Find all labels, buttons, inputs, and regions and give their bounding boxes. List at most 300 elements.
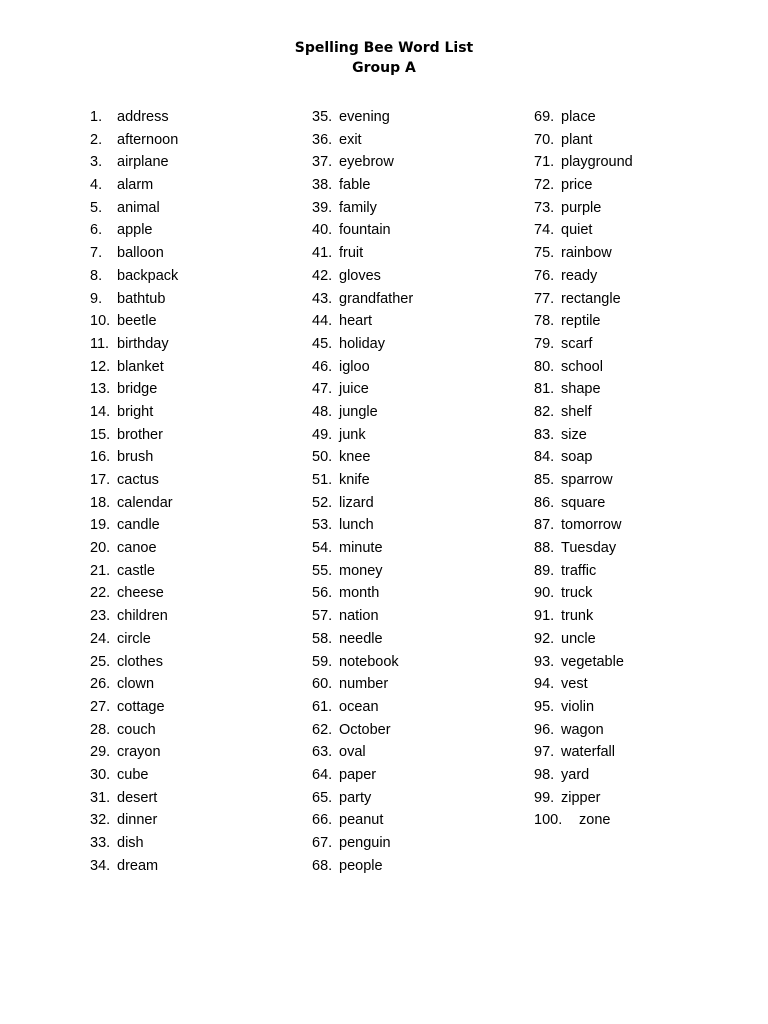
word-list-item (312, 151, 413, 174)
word-text: people (339, 857, 383, 874)
word-list-item (90, 174, 178, 197)
word-number: 65. (312, 789, 333, 806)
word-list-item (534, 673, 633, 696)
word-number: 66. (312, 812, 333, 829)
word-text: bathtub (117, 290, 166, 307)
word-list-column-3 (534, 106, 633, 832)
word-list-item (90, 106, 178, 129)
word-text: lunch (339, 517, 374, 534)
word-text: dream (117, 857, 159, 874)
word-text: tomorrow (561, 517, 622, 534)
word-text: alarm (117, 177, 154, 194)
word-list-item (312, 832, 413, 855)
word-number: 19. (90, 517, 111, 534)
word-number: 70. (534, 131, 555, 148)
word-text: oval (339, 744, 366, 761)
word-list-item (534, 764, 633, 787)
word-list-item (534, 582, 633, 605)
word-number: 50. (312, 449, 333, 466)
word-list-item (312, 514, 413, 537)
word-text: candle (117, 517, 160, 534)
word-list-item (312, 582, 413, 605)
word-text: cactus (117, 472, 159, 488)
word-list-item (90, 469, 178, 492)
word-text: brother (117, 426, 163, 443)
word-text: quiet (561, 222, 593, 239)
word-number: 79. (534, 335, 555, 352)
word-list-item (534, 560, 633, 583)
word-list-item (534, 310, 633, 333)
word-text: waterfall (561, 744, 615, 761)
word-text: yard (561, 766, 590, 783)
word-number: 11. (90, 335, 110, 352)
word-number: 74. (534, 222, 555, 239)
word-text: birthday (117, 335, 169, 352)
word-list-item (90, 764, 178, 787)
word-text: money (339, 562, 383, 579)
word-list-item (90, 514, 178, 537)
word-text: school (561, 358, 603, 375)
word-number: 43. (312, 290, 333, 307)
word-list-item (534, 809, 633, 832)
word-number: 46. (312, 358, 333, 375)
word-list-item (312, 310, 413, 333)
word-number: 83. (534, 426, 555, 443)
word-text: square (561, 494, 606, 511)
word-number: 32. (90, 812, 111, 829)
word-list-item (312, 378, 413, 401)
word-number: 56. (312, 585, 333, 602)
word-number: 31. (90, 789, 111, 806)
word-text: needle (339, 630, 383, 647)
word-list-item (90, 832, 178, 855)
word-list-item (90, 537, 178, 560)
word-number: 45. (312, 335, 333, 352)
word-number: 33. (90, 835, 111, 851)
word-number: 89. (534, 562, 555, 579)
word-number: 3. (90, 154, 103, 171)
word-number: 92. (534, 630, 555, 647)
word-number: 86. (534, 494, 555, 511)
word-number: 97. (534, 744, 555, 761)
word-text: eyebrow (339, 154, 394, 171)
word-list-item (534, 219, 633, 242)
word-list-item (312, 719, 413, 742)
word-list-item (312, 673, 413, 696)
word-list-item (534, 514, 633, 537)
word-text: paper (339, 766, 377, 783)
word-list-item (90, 310, 178, 333)
word-text: fruit (339, 245, 364, 262)
word-number: 58. (312, 630, 333, 647)
word-list-item (312, 469, 413, 492)
word-list-item (90, 242, 178, 265)
word-list-item (534, 106, 633, 129)
word-number: 96. (534, 721, 555, 738)
word-text: evening (339, 109, 390, 125)
word-list-item (534, 605, 633, 628)
word-number: 75. (534, 245, 555, 262)
word-number: 72. (534, 177, 555, 194)
word-text: lizard (339, 494, 374, 511)
word-number: 88. (534, 540, 555, 557)
word-list-item (90, 696, 178, 719)
word-text: holiday (339, 335, 385, 352)
word-number: 9. (90, 290, 103, 307)
word-text: castle (117, 562, 155, 579)
word-list-item (312, 219, 413, 242)
word-number: 21. (90, 562, 111, 579)
word-text: shelf (561, 403, 592, 420)
word-text: junk (339, 426, 366, 443)
word-number: 54. (312, 540, 333, 557)
word-text: cheese (117, 585, 164, 602)
word-number: 73. (534, 199, 555, 216)
page-title: Spelling Bee Word List (294, 40, 474, 56)
word-text: children (117, 608, 168, 625)
word-list-item (90, 809, 178, 832)
word-number: 5. (90, 199, 103, 216)
word-list-item (90, 265, 178, 288)
word-text: beetle (117, 313, 157, 330)
word-text: bright (117, 403, 154, 420)
word-list-item (312, 242, 413, 265)
word-list-item (90, 401, 178, 424)
word-number: 28. (90, 721, 111, 738)
word-text: soap (561, 449, 593, 466)
word-text: sparrow (561, 472, 613, 488)
word-text: October (339, 721, 391, 738)
word-list-item (312, 560, 413, 583)
word-number: 8. (90, 267, 103, 284)
word-list-item (534, 446, 633, 469)
word-number: 38. (312, 177, 333, 194)
word-list-item (534, 288, 633, 311)
word-list-item (90, 129, 178, 152)
word-list-item (312, 106, 413, 129)
word-list-item (312, 356, 413, 379)
word-number: 2. (90, 131, 103, 148)
word-text: wagon (561, 721, 604, 738)
word-number: 41. (312, 245, 333, 262)
word-text: rainbow (561, 245, 612, 262)
word-text: backpack (117, 267, 179, 284)
word-number: 77. (534, 290, 555, 307)
word-text: jungle (339, 403, 378, 420)
word-text: cottage (117, 698, 165, 715)
word-list-item (534, 151, 633, 174)
word-text: dish (117, 835, 144, 851)
word-list-item (534, 333, 633, 356)
word-list-item (534, 242, 633, 265)
word-list-item (534, 696, 633, 719)
word-list-item (90, 651, 178, 674)
word-text: desert (117, 789, 158, 806)
word-number: 4. (90, 177, 103, 194)
word-number: 59. (312, 653, 333, 670)
word-number: 7. (90, 245, 103, 262)
word-list-item (312, 764, 413, 787)
word-list-item (312, 651, 413, 674)
word-number: 30. (90, 766, 111, 783)
word-number: 93. (534, 653, 555, 670)
word-list-item (90, 560, 178, 583)
word-list-item (90, 378, 178, 401)
word-text: trunk (561, 608, 594, 625)
word-number: 24. (90, 630, 111, 647)
word-number: 80. (534, 358, 555, 375)
word-number: 10. (90, 313, 111, 330)
word-number: 57. (312, 608, 333, 625)
word-number: 47. (312, 381, 333, 398)
word-list-item (90, 741, 178, 764)
page-subtitle: Group A (352, 60, 416, 76)
word-list-item (90, 356, 178, 379)
word-list-item (312, 628, 413, 651)
word-text: dinner (117, 812, 158, 829)
word-number: 22. (90, 585, 111, 602)
word-number: 94. (534, 676, 555, 693)
word-text: penguin (339, 835, 391, 851)
word-text: grandfather (339, 290, 414, 307)
word-list-item (312, 787, 413, 810)
word-list-item (312, 333, 413, 356)
word-number: 1. (90, 109, 103, 125)
word-list-column-2 (312, 106, 413, 877)
word-number: 76. (534, 267, 555, 284)
word-list-item (534, 741, 633, 764)
word-list-item (534, 197, 633, 220)
word-list-item (534, 265, 633, 288)
word-text: brush (117, 449, 154, 466)
word-text: zone (579, 812, 611, 829)
word-text: gloves (339, 267, 381, 284)
word-number: 99. (534, 789, 555, 806)
word-number: 63. (312, 744, 333, 761)
word-text: vegetable (561, 653, 624, 670)
word-number: 27. (90, 698, 111, 715)
word-number: 91. (534, 608, 555, 625)
word-text: afternoon (117, 131, 179, 148)
word-number: 20. (90, 540, 111, 557)
word-text: party (339, 789, 372, 806)
word-text: address (117, 109, 169, 125)
word-text: crayon (117, 744, 161, 761)
word-text: clothes (117, 653, 163, 670)
word-text: family (339, 199, 377, 216)
word-list-item (534, 174, 633, 197)
word-list-item (90, 492, 178, 515)
word-number: 23. (90, 608, 111, 625)
word-list-item (90, 424, 178, 447)
word-text: clown (117, 676, 155, 693)
word-list-item (312, 855, 413, 878)
word-number: 64. (312, 766, 333, 783)
word-text: zipper (561, 789, 601, 806)
word-number: 52. (312, 494, 333, 511)
document-header (0, 38, 768, 78)
word-number: 12. (90, 358, 111, 375)
word-number: 35. (312, 109, 333, 125)
word-number: 29. (90, 744, 111, 761)
word-number: 14. (90, 403, 111, 420)
word-list-item (534, 356, 633, 379)
word-text: rectangle (561, 290, 621, 307)
word-number: 71. (534, 154, 555, 171)
word-text: canoe (117, 540, 157, 557)
word-number: 69. (534, 109, 555, 125)
word-list-item (534, 492, 633, 515)
word-number: 36. (312, 131, 333, 148)
word-text: fable (339, 177, 371, 194)
word-list-item (312, 537, 413, 560)
word-list-item (534, 378, 633, 401)
word-list-item (534, 537, 633, 560)
word-number: 39. (312, 199, 333, 216)
word-list-item (90, 446, 178, 469)
word-number: 85. (534, 472, 555, 488)
word-text: cube (117, 766, 149, 783)
word-list-item (312, 696, 413, 719)
word-text: vest (561, 676, 588, 693)
word-text: calendar (117, 494, 173, 511)
word-number: 17. (90, 472, 111, 488)
word-number: 95. (534, 698, 555, 715)
word-number: 68. (312, 857, 333, 874)
word-number: 42. (312, 267, 333, 284)
word-list-column-1 (90, 106, 178, 877)
word-number: 18. (90, 494, 111, 511)
word-number: 78. (534, 313, 555, 330)
word-list-item (312, 605, 413, 628)
word-list-item (534, 129, 633, 152)
word-text: notebook (339, 653, 399, 670)
word-text: price (561, 177, 593, 194)
word-list-item (312, 129, 413, 152)
word-text: blanket (117, 358, 164, 375)
word-number: 44. (312, 313, 333, 330)
word-text: Tuesday (561, 540, 617, 557)
word-list-item (312, 492, 413, 515)
word-text: uncle (561, 630, 596, 647)
word-text: truck (561, 585, 593, 602)
word-list-item (534, 424, 633, 447)
word-text: scarf (561, 335, 593, 352)
word-number: 49. (312, 426, 333, 443)
word-list-item (534, 719, 633, 742)
word-list-item (534, 401, 633, 424)
word-list-item (312, 401, 413, 424)
word-text: knee (339, 449, 371, 466)
word-number: 87. (534, 517, 555, 534)
word-list-item (312, 174, 413, 197)
word-number: 81. (534, 381, 555, 398)
word-text: exit (339, 131, 362, 148)
word-text: heart (339, 313, 373, 330)
word-text: size (561, 426, 587, 443)
word-number: 13. (90, 381, 111, 398)
word-list-item (312, 809, 413, 832)
word-text: circle (117, 630, 151, 647)
word-list-item (90, 787, 178, 810)
word-number: 34. (90, 857, 111, 874)
word-list-item (90, 719, 178, 742)
word-text: ocean (339, 698, 379, 715)
word-number: 15. (90, 426, 111, 443)
word-list-item (534, 628, 633, 651)
word-number: 82. (534, 403, 555, 420)
word-list-item (312, 446, 413, 469)
word-number: 26. (90, 676, 111, 693)
word-text: reptile (561, 313, 601, 330)
word-number: 6. (90, 222, 103, 239)
word-text: place (561, 109, 596, 125)
word-number: 51. (312, 472, 333, 488)
word-text: igloo (339, 358, 370, 375)
word-list-item (312, 197, 413, 220)
word-text: number (339, 676, 389, 693)
word-list-item (534, 469, 633, 492)
word-text: plant (561, 131, 593, 148)
word-list-item (534, 651, 633, 674)
word-list-item (534, 787, 633, 810)
word-number: 98. (534, 766, 555, 783)
word-number: 37. (312, 154, 333, 171)
word-text: minute (339, 540, 383, 557)
word-text: nation (339, 608, 379, 625)
word-list-item (312, 288, 413, 311)
word-number: 40. (312, 222, 333, 239)
word-text: month (339, 585, 380, 602)
word-text: animal (117, 199, 160, 216)
word-list-item (90, 605, 178, 628)
word-list-item (90, 673, 178, 696)
word-text: ready (561, 267, 598, 284)
word-list-item (312, 424, 413, 447)
word-text: balloon (117, 245, 164, 262)
word-number: 53. (312, 517, 333, 534)
word-text: bridge (117, 381, 158, 398)
word-number: 67. (312, 835, 333, 851)
word-number: 55. (312, 562, 333, 579)
word-text: apple (117, 222, 153, 239)
word-number: 48. (312, 403, 333, 420)
word-list-item (90, 219, 178, 242)
word-text: airplane (117, 154, 169, 171)
word-text: fountain (339, 222, 391, 239)
word-list-item (90, 855, 178, 878)
word-text: juice (339, 381, 369, 398)
word-text: playground (561, 154, 633, 171)
word-number: 100. (534, 812, 563, 829)
word-list-item (90, 151, 178, 174)
word-list-item (90, 333, 178, 356)
word-number: 16. (90, 449, 111, 466)
word-number: 62. (312, 721, 333, 738)
word-number: 90. (534, 585, 555, 602)
word-number: 61. (312, 698, 333, 715)
word-number: 60. (312, 676, 333, 693)
word-number: 84. (534, 449, 555, 466)
word-text: purple (561, 199, 602, 216)
word-text: shape (561, 381, 601, 398)
word-list-item (312, 741, 413, 764)
word-text: violin (561, 698, 595, 715)
word-list-item (90, 197, 178, 220)
word-number: 25. (90, 653, 111, 670)
word-list-item (90, 582, 178, 605)
word-text: peanut (339, 812, 384, 829)
